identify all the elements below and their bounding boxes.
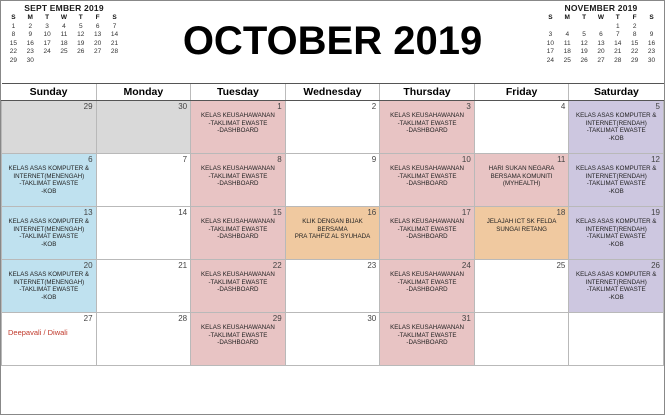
mini-day: 25 xyxy=(563,56,571,64)
day-event-line: -KOB xyxy=(608,293,624,301)
day-event[interactable] xyxy=(191,270,285,296)
day-number: 27 xyxy=(83,314,93,323)
day-event-line: KELAS ASAS KOMPUTER & xyxy=(575,165,657,172)
day-event-line: INTERNET(RENDAH) xyxy=(585,225,647,233)
mini-day: 1 xyxy=(11,22,16,30)
day-cell[interactable] xyxy=(569,313,664,366)
mini-day: 6 xyxy=(599,31,603,39)
day-event-line: JELAJAH ICT SK FELDA xyxy=(486,218,557,225)
mini-day: 11 xyxy=(60,31,68,39)
day-event[interactable] xyxy=(2,270,96,303)
day-number: 6 xyxy=(88,155,93,164)
mini-day: 15 xyxy=(631,39,639,47)
day-cell[interactable] xyxy=(285,101,380,154)
mini-day: 16 xyxy=(26,39,34,47)
mini-day xyxy=(56,57,73,66)
mini-weekday: W xyxy=(597,14,605,21)
day-number xyxy=(569,313,663,314)
mini-day: 23 xyxy=(647,48,656,56)
calendar-header xyxy=(1,1,664,83)
mini-week-row xyxy=(5,23,123,32)
mini-day: 13 xyxy=(597,39,605,47)
day-cell[interactable] xyxy=(2,101,97,154)
mini-day: 7 xyxy=(112,22,117,30)
day-cell[interactable] xyxy=(191,260,286,313)
month-grid-body xyxy=(2,101,664,366)
day-event[interactable] xyxy=(380,111,474,137)
day-event[interactable] xyxy=(569,111,663,144)
mini-day: 9 xyxy=(28,31,33,39)
day-event-line: KELAS ASAS KOMPUTER & xyxy=(575,218,657,225)
day-event[interactable] xyxy=(380,270,474,296)
day-number: 9 xyxy=(371,155,377,164)
mini-day: 14 xyxy=(110,31,119,39)
day-event-line: KELAS KEUSAHAWANAN xyxy=(390,324,464,331)
mini-day: 8 xyxy=(632,31,637,39)
day-cell[interactable] xyxy=(96,101,191,154)
mini-day: 26 xyxy=(580,56,588,64)
day-event[interactable] xyxy=(2,323,96,339)
day-event-line: -DASHBOARD xyxy=(406,180,448,188)
day-event-line: -DASHBOARD xyxy=(406,286,448,294)
mini-day xyxy=(106,57,123,66)
mini-day: 5 xyxy=(582,31,586,39)
day-event-line: KELAS ASAS KOMPUTER & xyxy=(8,218,90,225)
mini-day: 3 xyxy=(45,22,49,30)
day-event-line: -DASHBOARD xyxy=(217,339,259,347)
day-number: 25 xyxy=(556,261,566,270)
mini-day: 26 xyxy=(77,48,85,56)
mini-day xyxy=(72,57,89,66)
day-cell[interactable] xyxy=(285,260,380,313)
mini-calendar-previous-month xyxy=(5,3,123,66)
mini-weekday-row xyxy=(542,14,660,23)
mini-week-row xyxy=(542,57,660,66)
week-row xyxy=(2,154,664,207)
mini-day: 30 xyxy=(647,56,656,64)
day-event-line: -DASHBOARD xyxy=(217,180,259,188)
weekday-header-row xyxy=(2,84,664,101)
mini-day xyxy=(542,23,559,32)
day-cell[interactable] xyxy=(96,313,191,366)
mini-day: 20 xyxy=(94,39,102,47)
day-event-line: KELAS KEUSAHAWANAN xyxy=(201,271,275,278)
day-cell[interactable] xyxy=(285,207,380,260)
day-event-line: INTERNET(RENDAH) xyxy=(585,172,647,180)
mini-day: 30 xyxy=(26,56,34,64)
mini-day: 6 xyxy=(95,22,100,30)
mini-day: 27 xyxy=(94,48,102,56)
weekday-header-sunday: Sunday xyxy=(2,84,97,101)
mini-day: 12 xyxy=(77,31,85,39)
day-cell[interactable] xyxy=(569,260,664,313)
day-number: 10 xyxy=(461,155,471,164)
mini-day: 24 xyxy=(546,56,555,64)
day-event-line: -DASHBOARD xyxy=(406,127,448,135)
day-number: 30 xyxy=(178,102,188,111)
day-cell[interactable] xyxy=(569,207,664,260)
mini-day xyxy=(643,23,660,32)
mini-day: 28 xyxy=(614,56,622,64)
day-number: 16 xyxy=(367,208,377,217)
day-event-line: INTERNET(MENENGAH) xyxy=(13,172,85,180)
mini-day: 24 xyxy=(43,48,51,56)
day-number: 19 xyxy=(651,208,660,217)
day-event-line: KELAS KEUSAHAWANAN xyxy=(201,165,275,172)
mini-week-row xyxy=(5,57,123,66)
mini-weekday: M xyxy=(564,14,570,21)
day-event-line: (MYHEALTH) xyxy=(502,180,541,188)
day-event-line: -KOB xyxy=(608,187,624,195)
mini-day: 4 xyxy=(62,22,66,30)
mini-day: 21 xyxy=(110,39,119,47)
day-event-line: -DASHBOARD xyxy=(406,233,448,241)
day-event-line: KLIK DENGAN BIJAK BERSAMA xyxy=(302,218,363,233)
day-event-line: -TAKLIMAT EWASTE xyxy=(208,225,268,233)
day-cell[interactable] xyxy=(2,260,97,313)
mini-weekday: S xyxy=(11,14,16,21)
day-event-line: PRA TAHFIZ AL SYUHADA xyxy=(294,233,371,241)
day-number: 20 xyxy=(83,261,93,270)
day-cell[interactable] xyxy=(2,154,97,207)
day-number: 11 xyxy=(557,155,566,164)
day-event-line: -DASHBOARD xyxy=(217,233,259,241)
week-row xyxy=(2,260,664,313)
mini-calendar-next-grid xyxy=(542,14,660,66)
day-cell[interactable] xyxy=(96,260,191,313)
day-cell[interactable] xyxy=(380,207,475,260)
page-title: OCTOBER 2019 xyxy=(182,19,483,63)
day-event-line: -KOB xyxy=(41,293,57,301)
day-event-line: -DASHBOARD xyxy=(217,127,259,135)
day-event[interactable] xyxy=(475,217,569,235)
day-event-line: KELAS ASAS KOMPUTER & xyxy=(8,165,90,172)
mini-day xyxy=(89,57,106,66)
day-event-line: -KOB xyxy=(608,134,624,142)
day-event[interactable] xyxy=(569,217,663,250)
day-cell[interactable] xyxy=(474,154,569,207)
mini-day: 11 xyxy=(563,39,571,47)
day-event-line: INTERNET(RENDAH) xyxy=(585,119,647,127)
day-cell[interactable] xyxy=(474,313,569,366)
mini-weekday: T xyxy=(615,14,620,21)
day-cell[interactable] xyxy=(191,207,286,260)
day-cell[interactable] xyxy=(569,154,664,207)
day-number: 12 xyxy=(651,155,660,164)
day-number: 4 xyxy=(560,102,566,111)
day-event-line: KELAS KEUSAHAWANAN xyxy=(390,112,464,119)
mini-day: 8 xyxy=(11,31,16,39)
mini-day: 2 xyxy=(28,22,33,30)
day-cell[interactable] xyxy=(474,101,569,154)
mini-weekday: T xyxy=(78,14,83,21)
day-event-line: -TAKLIMAT EWASTE xyxy=(586,180,646,188)
day-cell[interactable] xyxy=(191,101,286,154)
week-row xyxy=(2,207,664,260)
mini-day: 23 xyxy=(26,48,34,56)
day-cell[interactable] xyxy=(380,260,475,313)
day-event-line: -TAKLIMAT EWASTE xyxy=(586,286,646,294)
mini-day: 16 xyxy=(647,39,656,47)
mini-week-row xyxy=(5,40,123,49)
weekday-header-friday: Friday xyxy=(474,84,569,101)
mini-day xyxy=(576,23,593,32)
day-event-line: -TAKLIMAT EWASTE xyxy=(586,127,646,135)
day-event[interactable] xyxy=(475,164,569,190)
day-event-line: -DASHBOARD xyxy=(406,339,448,347)
day-event-line: -TAKLIMAT EWASTE xyxy=(397,225,457,233)
mini-weekday: F xyxy=(95,14,100,21)
day-cell[interactable] xyxy=(285,154,380,207)
day-event[interactable] xyxy=(286,217,380,243)
mini-calendar-previous-title: SEPT EMBER 2019 xyxy=(24,3,104,13)
day-event-line: -TAKLIMAT EWASTE xyxy=(19,286,79,294)
mini-day: 28 xyxy=(110,48,119,56)
day-event[interactable] xyxy=(569,270,663,303)
mini-day: 12 xyxy=(580,39,588,47)
day-event-line: -TAKLIMAT EWASTE xyxy=(208,172,268,180)
day-number: 30 xyxy=(367,314,377,323)
day-event-line: -KOB xyxy=(41,187,57,195)
day-number: 29 xyxy=(83,102,93,111)
mini-weekday: T xyxy=(582,14,587,21)
day-event-line: HARI SUKAN NEGARA xyxy=(488,165,555,172)
weekday-header-monday: Monday xyxy=(96,84,191,101)
day-event-line: KELAS ASAS KOMPUTER & xyxy=(8,271,90,278)
day-number: 2 xyxy=(371,102,377,111)
day-event-line: -KOB xyxy=(608,240,624,248)
day-number: 29 xyxy=(272,314,282,323)
day-cell[interactable] xyxy=(2,207,97,260)
day-number: 7 xyxy=(182,155,188,164)
mini-day: 4 xyxy=(565,31,570,39)
mini-day: 25 xyxy=(60,48,68,56)
mini-week-row xyxy=(542,48,660,57)
day-event-line: Deepavali / Diwali xyxy=(8,328,68,337)
mini-day: 14 xyxy=(614,39,622,47)
day-event-line: -TAKLIMAT EWASTE xyxy=(397,172,457,180)
mini-week-row xyxy=(5,48,123,57)
day-event-line: BERSAMA KOMUNITI xyxy=(490,172,553,180)
day-number: 13 xyxy=(83,208,93,217)
day-event-line: -TAKLIMAT EWASTE xyxy=(397,331,457,339)
mini-day: 2 xyxy=(632,22,637,30)
day-number: 24 xyxy=(461,261,471,270)
day-event-line: -DASHBOARD xyxy=(217,286,259,294)
mini-day: 10 xyxy=(546,39,555,47)
weekday-header-wednesday: Wednesday xyxy=(285,84,380,101)
mini-week-row xyxy=(542,40,660,49)
day-number xyxy=(475,313,569,314)
mini-day xyxy=(559,23,576,32)
mini-day: 1 xyxy=(615,22,620,30)
day-event-line: -TAKLIMAT EWASTE xyxy=(586,233,646,241)
day-event-line: -TAKLIMAT EWASTE xyxy=(397,278,457,286)
week-row xyxy=(2,101,664,154)
day-event[interactable] xyxy=(380,164,474,190)
mini-day: 5 xyxy=(78,22,83,30)
mini-day: 15 xyxy=(9,39,18,47)
day-number: 21 xyxy=(178,261,188,270)
day-cell[interactable] xyxy=(2,313,97,366)
day-event-line: INTERNET(MENENGAH) xyxy=(13,225,85,233)
day-cell[interactable] xyxy=(380,154,475,207)
mini-day: 3 xyxy=(548,31,553,39)
day-number: 23 xyxy=(367,261,377,270)
day-number: 14 xyxy=(178,208,188,217)
day-event[interactable] xyxy=(191,323,285,349)
day-event[interactable] xyxy=(380,323,474,349)
weekday-header-thursday: Thursday xyxy=(380,84,475,101)
day-event[interactable] xyxy=(2,217,96,250)
day-event-line: KELAS KEUSAHAWANAN xyxy=(390,218,464,225)
day-cell[interactable] xyxy=(191,313,286,366)
mini-day xyxy=(593,23,610,32)
day-number: 5 xyxy=(655,102,660,111)
day-cell[interactable] xyxy=(380,101,475,154)
mini-day: 9 xyxy=(649,31,654,39)
mini-weekday: S xyxy=(112,14,117,21)
mini-calendar-previous-grid xyxy=(5,14,123,66)
mini-day: 10 xyxy=(43,31,51,39)
mini-weekday: T xyxy=(45,14,50,21)
day-event-line: -TAKLIMAT EWASTE xyxy=(397,119,457,127)
mini-week-row xyxy=(5,31,123,40)
day-event-line: -TAKLIMAT EWASTE xyxy=(208,331,268,339)
day-event-line: KELAS KEUSAHAWANAN xyxy=(390,165,464,172)
day-cell[interactable] xyxy=(96,207,191,260)
mini-week-row xyxy=(542,31,660,40)
mini-day: 22 xyxy=(631,48,639,56)
day-event-line: INTERNET(RENDAH) xyxy=(585,278,647,286)
mini-day: 27 xyxy=(597,56,605,64)
mini-day: 17 xyxy=(43,39,51,47)
mini-day: 22 xyxy=(9,48,18,56)
day-number: 15 xyxy=(272,208,282,217)
mini-day: 21 xyxy=(614,48,622,56)
mini-day: 29 xyxy=(631,56,639,64)
mini-weekday: W xyxy=(60,14,68,21)
day-number: 8 xyxy=(277,155,282,164)
weekday-header-tuesday: Tuesday xyxy=(191,84,286,101)
day-event-line: -TAKLIMAT EWASTE xyxy=(19,180,79,188)
mini-calendar-next-title: NOVEMBER 2019 xyxy=(564,3,638,13)
mini-weekday: S xyxy=(548,14,553,21)
day-event-line: -TAKLIMAT EWASTE xyxy=(208,278,268,286)
day-event-line: KELAS KEUSAHAWANAN xyxy=(201,324,275,331)
day-event-line: KELAS KEUSAHAWANAN xyxy=(390,271,464,278)
day-number: 3 xyxy=(466,102,471,111)
mini-weekday: F xyxy=(632,14,637,21)
mini-day: 19 xyxy=(77,39,85,47)
day-number: 18 xyxy=(556,208,566,217)
month-grid xyxy=(1,83,664,366)
mini-day: 7 xyxy=(615,31,620,39)
mini-weekday-row xyxy=(5,14,123,23)
mini-day: 20 xyxy=(597,48,605,56)
day-event[interactable] xyxy=(191,111,285,137)
day-event-line: KELAS KEUSAHAWANAN xyxy=(201,112,275,119)
day-event-line: KELAS KEUSAHAWANAN xyxy=(201,218,275,225)
day-event-line: -KOB xyxy=(41,240,57,248)
day-cell[interactable] xyxy=(474,260,569,313)
mini-weekday: M xyxy=(27,14,33,21)
day-cell[interactable] xyxy=(569,101,664,154)
mini-day: 18 xyxy=(563,48,571,56)
day-event-line: KELAS ASAS KOMPUTER & xyxy=(575,112,657,119)
mini-day: 29 xyxy=(9,56,18,64)
day-number: 22 xyxy=(272,261,282,270)
day-event-line: KELAS ASAS KOMPUTER & xyxy=(575,271,657,278)
day-event[interactable] xyxy=(191,217,285,243)
day-number: 17 xyxy=(461,208,471,217)
day-number: 26 xyxy=(651,261,660,270)
day-event-line: -TAKLIMAT EWASTE xyxy=(19,233,79,241)
day-cell[interactable] xyxy=(380,313,475,366)
mini-day: 18 xyxy=(60,39,68,47)
mini-day: 19 xyxy=(580,48,588,56)
day-event-line: -TAKLIMAT EWASTE xyxy=(208,119,268,127)
day-cell[interactable] xyxy=(285,313,380,366)
mini-day xyxy=(39,57,56,66)
weekday-header-saturday: Saturday xyxy=(569,84,664,101)
day-number: 31 xyxy=(461,314,471,323)
mini-calendar-next-month xyxy=(542,3,660,66)
day-cell[interactable] xyxy=(474,207,569,260)
mini-week-row xyxy=(542,23,660,32)
mini-day: 13 xyxy=(94,31,102,39)
day-event-line: SUNGAI RETANG xyxy=(496,225,547,233)
day-number: 1 xyxy=(277,102,282,111)
day-cell[interactable] xyxy=(96,154,191,207)
day-number: 28 xyxy=(178,314,188,323)
day-event-line: INTERNET(MENENGAH) xyxy=(13,278,85,286)
day-event[interactable] xyxy=(2,164,96,197)
day-event[interactable] xyxy=(380,217,474,243)
mini-day: 17 xyxy=(546,48,555,56)
day-event[interactable] xyxy=(569,164,663,197)
week-row xyxy=(2,313,664,366)
mini-weekday: S xyxy=(649,14,654,21)
day-cell[interactable] xyxy=(191,154,286,207)
day-event[interactable] xyxy=(191,164,285,190)
